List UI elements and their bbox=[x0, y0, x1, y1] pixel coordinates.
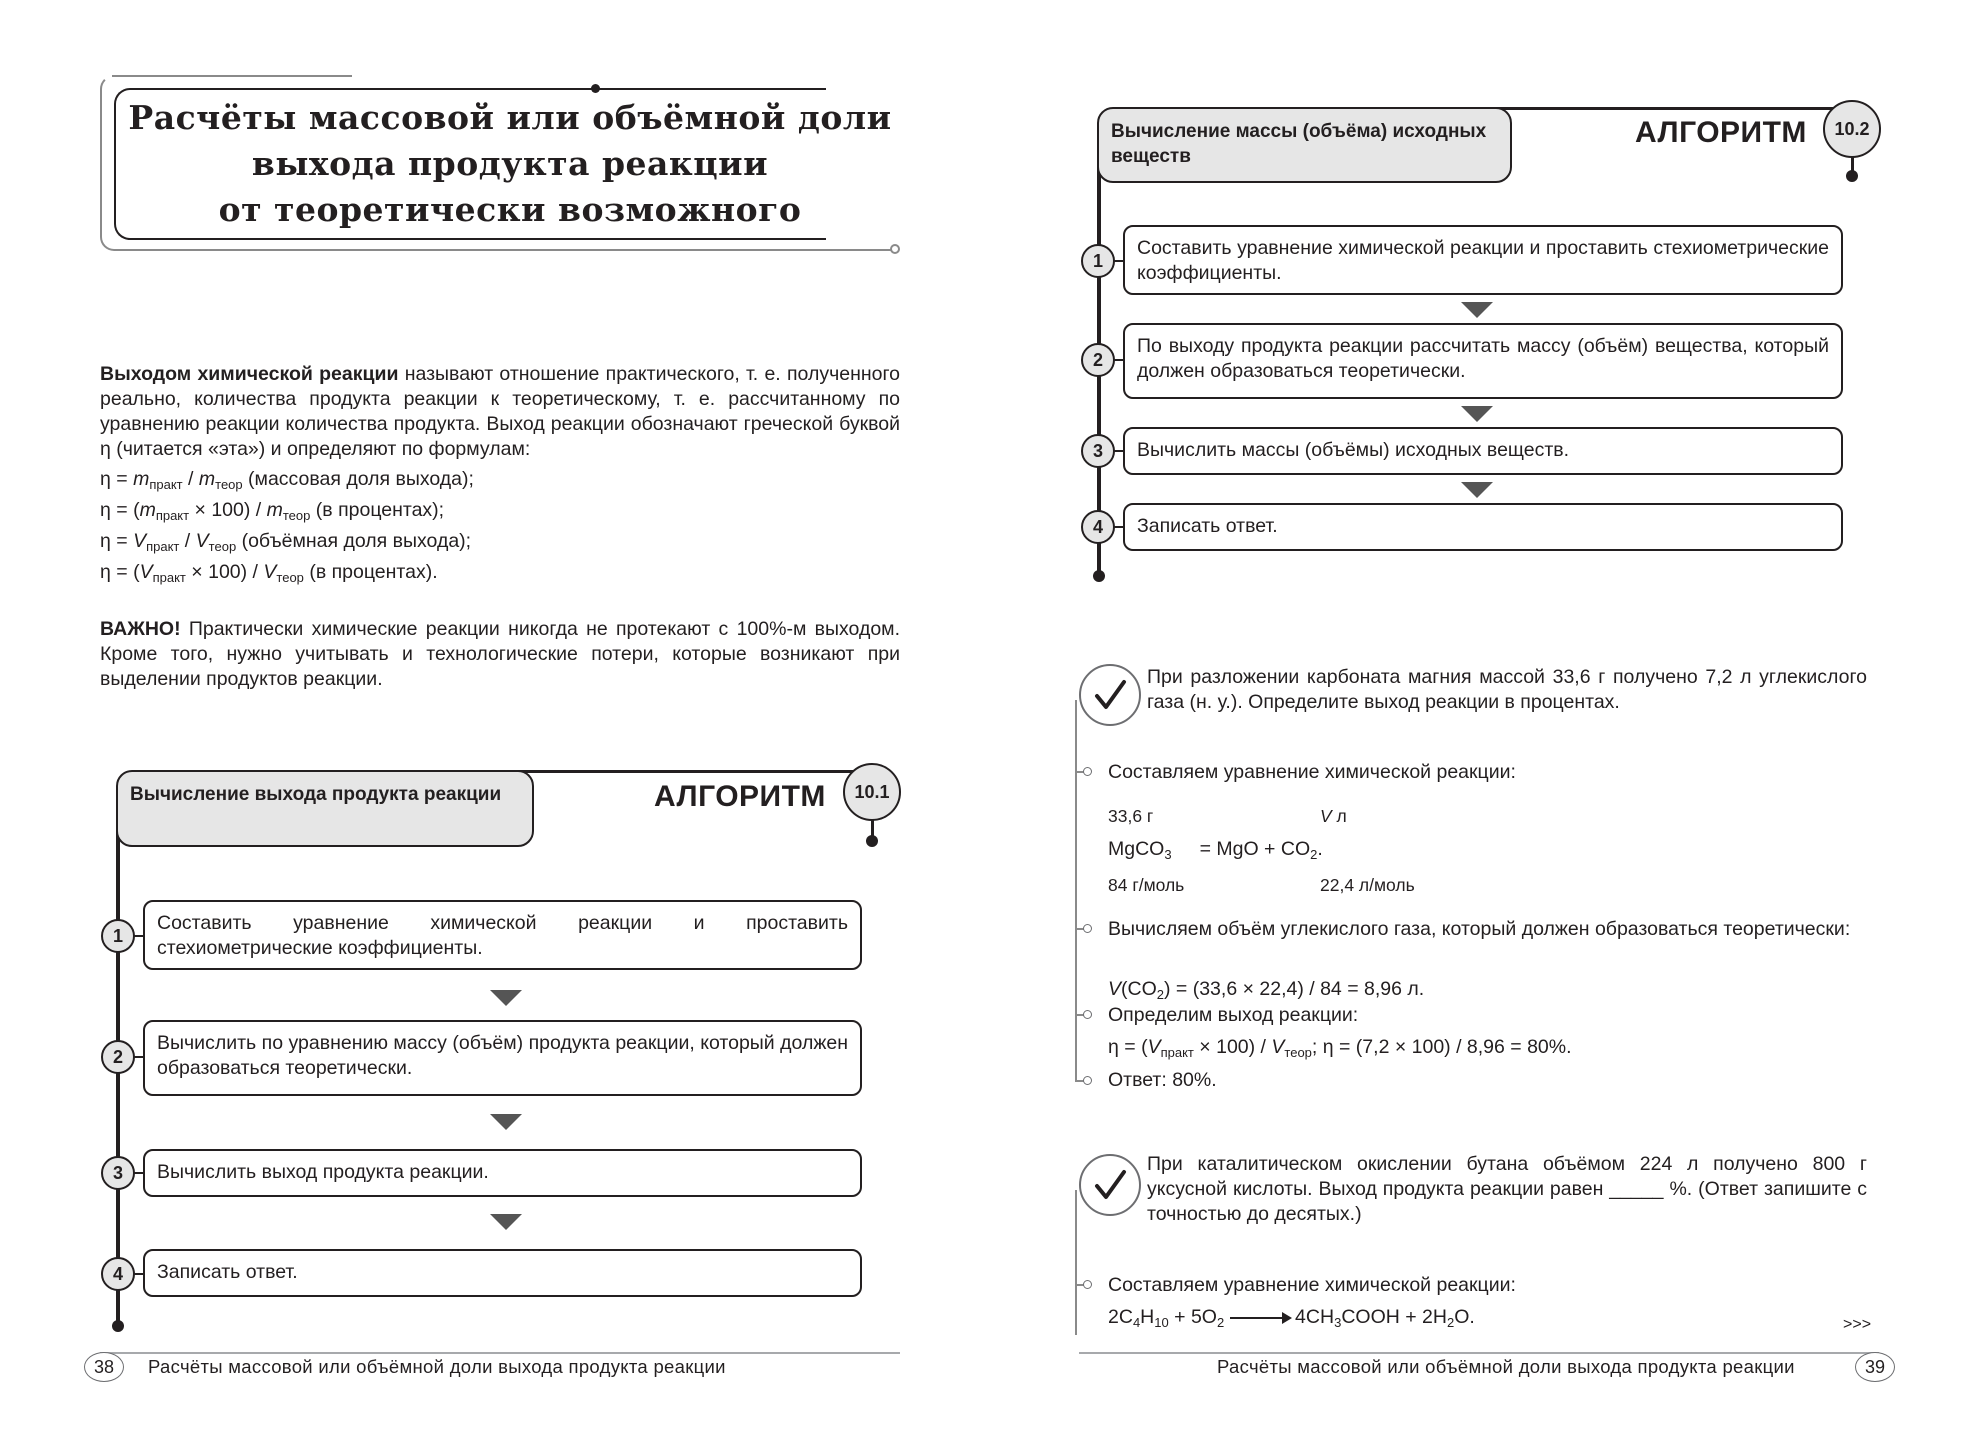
volume-calculation: $V(CO_2) = (33,6 \times 22,4) / 84 = 8,96$ л. bbox=[1108, 978, 1425, 1002]
algorithm-heading: Вычисление массы (объёма) исходных веществ bbox=[1097, 107, 1512, 183]
molar-volume: 22,4 л/моль bbox=[1320, 875, 1415, 895]
task-1-text: При разложении карбоната магния массой 33,6 г получено 7,2 л углекислого газа (н. у.). Определите выход реакции в процентах. bbox=[1147, 666, 1867, 713]
step-number-4: 4 bbox=[101, 1257, 135, 1291]
step-number-1: 1 bbox=[101, 919, 135, 953]
important-label: ВАЖНО! bbox=[100, 618, 181, 640]
reaction-arrow-icon bbox=[1230, 1317, 1290, 1319]
solution-step: Составляем уравнение химической реакции: bbox=[1108, 1274, 1516, 1296]
checkmark-glyph bbox=[1092, 677, 1128, 713]
bullet-icon bbox=[1083, 1076, 1092, 1085]
step-number-2: 2 bbox=[101, 1040, 135, 1074]
algorithm-label: АЛГОРИТМ bbox=[1635, 116, 1807, 149]
arrow-down-icon bbox=[490, 1114, 522, 1130]
important-text: Практически химические реакции никогда не протекают с 100%-м выходом. Кроме того, нужно учитывать и технологические потери, которые возникают при выделении продуктов реакции. bbox=[100, 618, 900, 690]
solution-step: Составляем уравнение химической реакции: bbox=[1108, 761, 1516, 783]
arrow-down-icon bbox=[490, 990, 522, 1006]
formula-volume-fraction: $\eta = V_{практ} / V_{теор}$ (объёмная доля выхода); bbox=[100, 530, 472, 554]
badge-dot bbox=[1846, 170, 1858, 182]
step-number-2: 2 bbox=[1081, 343, 1115, 377]
intro-term: Выходом химической реакции bbox=[100, 363, 399, 385]
right-page bbox=[987, 0, 1974, 1447]
step-number-4: 4 bbox=[1081, 510, 1115, 544]
task-spine bbox=[1075, 700, 1077, 1080]
step-box-2: По выходу продукта реакции рассчитать массу (объём) вещества, который должен образоваться теоретически. bbox=[1123, 323, 1843, 399]
page-number: 39 bbox=[1855, 1352, 1895, 1382]
title-frame-inner-dot bbox=[591, 84, 600, 93]
chapter-title-line: выхода продукта реакции bbox=[251, 144, 769, 183]
arrow-down-icon bbox=[1461, 406, 1493, 422]
butane-oxidation-equation: $2C_4H_{10} + 5O_2$ $4CH_3COOH + 2H_2O$. bbox=[1108, 1306, 1475, 1330]
important-note bbox=[100, 617, 900, 692]
chapter-title bbox=[120, 95, 900, 233]
footer-rule bbox=[1079, 1352, 1879, 1354]
step-box-1: Составить уравнение химической реакции и проставить стехиометрические коэффициенты. bbox=[1123, 225, 1843, 295]
spine-end-dot bbox=[112, 1320, 124, 1332]
chapter-title-line: Расчёты массовой или объёмной доли bbox=[128, 98, 892, 137]
arrow-down-icon bbox=[490, 1214, 522, 1230]
chapter-title-line: от теоретически возможного bbox=[218, 190, 802, 229]
footer-rule bbox=[100, 1352, 900, 1354]
intro-paragraph bbox=[100, 362, 900, 462]
algorithm-number-badge: 10.1 bbox=[843, 763, 901, 821]
title-frame-top-line bbox=[112, 75, 352, 77]
step-number-3: 3 bbox=[1081, 434, 1115, 468]
solution-step: Вычисляем объём углекислого газа, который должен образоваться теоретически: bbox=[1108, 918, 1851, 940]
algorithm-number-badge: 10.2 bbox=[1823, 100, 1881, 158]
intro-text: называют отношение практического, т. е. полученного реально, количества продукта реакции к теоретическому, т. е. рассчитанному по уравнению реакции количества продукта. Выход реакции обозначают греческой буквой η (читается «эта») и определяют по формулам: bbox=[100, 363, 900, 460]
bullet-icon bbox=[1083, 1280, 1092, 1289]
arrow-down-icon bbox=[1461, 482, 1493, 498]
reaction-equation: MgCO$_3$ = MgO + $CO_2$. bbox=[1108, 838, 1323, 862]
checkmark-icon bbox=[1079, 664, 1141, 726]
continued-marker: >>> bbox=[1843, 1316, 1872, 1333]
step-box-4: Записать ответ. bbox=[143, 1249, 862, 1297]
badge-dot bbox=[866, 835, 878, 847]
solution-step: Определим выход реакции: bbox=[1108, 1004, 1359, 1026]
answer: Ответ: 80%. bbox=[1108, 1069, 1217, 1091]
running-title: Расчёты массовой или объёмной доли выхода продукта реакции bbox=[1217, 1356, 1795, 1377]
bullet-icon bbox=[1083, 924, 1092, 933]
step-number-1: 1 bbox=[1081, 244, 1115, 278]
page-number: 38 bbox=[84, 1352, 124, 1382]
running-title: Расчёты массовой или объёмной доли выхода продукта реакции bbox=[148, 1356, 726, 1377]
bullet-icon bbox=[1083, 767, 1092, 776]
step-number-3: 3 bbox=[101, 1156, 135, 1190]
bullet-icon bbox=[1083, 1010, 1092, 1019]
spine-end-dot bbox=[1093, 570, 1105, 582]
formula-volume-percent: $\eta = (V_{практ} \times 100) / V_{теор}$ (в процентах). bbox=[100, 561, 438, 585]
given-mass: 33,6 г bbox=[1108, 806, 1154, 826]
step-box-3: Вычислить выход продукта реакции. bbox=[143, 1149, 862, 1197]
yield-calculation: $\eta = (V_{практ} \times 100) / V_{теор}$; η = (7,2 × 100) / 8,96 = 80%. bbox=[1108, 1036, 1572, 1060]
step-box-3: Вычислить массы (объёмы) исходных веществ. bbox=[1123, 427, 1843, 475]
formula-mass-percent: $\eta = (m_{практ} \times 100) / m_{теор}$ (в процентах); bbox=[100, 499, 445, 523]
step-box-4: Записать ответ. bbox=[1123, 503, 1843, 551]
unknown-volume: V л bbox=[1320, 806, 1347, 826]
step-box-1: Составить уравнение химической реакции и проставить стехиометрические коэффициенты. bbox=[143, 900, 862, 970]
title-frame-end-dot bbox=[890, 244, 900, 254]
task-2-text: При каталитическом окислении бутана объёмом 224 л получено 800 г уксусной кислоты. Выход продукта реакции равен _____ %. (Ответ запишите с точностью до десятых.) bbox=[1147, 1153, 1867, 1225]
task-spine bbox=[1075, 1190, 1077, 1335]
algorithm-label: АЛГОРИТМ bbox=[654, 780, 826, 813]
arrow-down-icon bbox=[1461, 302, 1493, 318]
formula-mass-fraction: $\eta = m_{практ} / m_{теор}$ (массовая доля выхода); bbox=[100, 468, 474, 492]
checkmark-glyph bbox=[1092, 1167, 1128, 1203]
step-box-2: Вычислить по уравнению массу (объём) продукта реакции, который должен образоваться теоретически. bbox=[143, 1020, 862, 1096]
molar-mass: 84 г/моль bbox=[1108, 875, 1185, 895]
checkmark-icon bbox=[1079, 1154, 1141, 1216]
algorithm-heading: Вычисление выхода продукта реакции bbox=[116, 770, 534, 847]
